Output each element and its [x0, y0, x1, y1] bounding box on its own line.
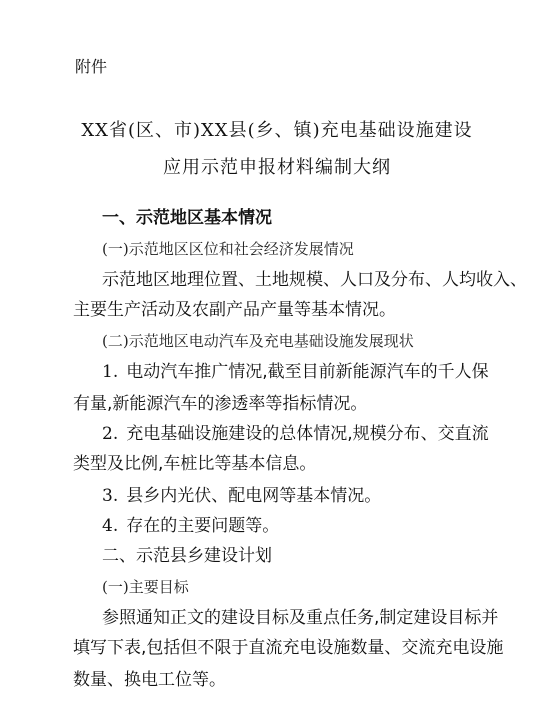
- section-1-sub-1-paragraph-line-1: 示范地区地理位置、土地规模、人口及分布、人均收入、: [102, 270, 527, 290]
- section-2-sub-1-paragraph-line-1: 参照通知正文的建设目标及重点任务,制定建设目标并: [102, 608, 499, 628]
- section-1-heading: 一、示范地区基本情况: [102, 208, 272, 228]
- list-item: [102, 488, 381, 505]
- list-item-number: 4.: [102, 516, 119, 536]
- list-item-number: 2.: [102, 424, 119, 444]
- section-2-sub-1-paragraph-line-2: 填写下表,包括但不限于直流充电设施数量、交流充电设施: [73, 638, 504, 658]
- attachment-label: 附件: [75, 57, 108, 76]
- section-2-sub-1-heading: (一)主要目标: [102, 578, 189, 596]
- list-item-text: 存在的主要问题等。: [126, 516, 280, 536]
- list-item-text: 充电基础设施建设的总体情况,规模分布、交直流: [126, 424, 489, 444]
- list-item-number: 1.: [102, 362, 119, 382]
- section-1-sub-2-heading: (二)示范地区电动汽车及充电基础设施发展现状: [102, 332, 414, 350]
- list-item-number: 3.: [102, 486, 119, 506]
- section-2-heading: 二、示范县乡建设计划: [102, 546, 272, 566]
- list-item: [102, 426, 489, 443]
- section-2-sub-1-paragraph-line-3: 数量、换电工位等。: [73, 670, 226, 690]
- list-item-continuation: 有量,新能源汽车的渗透率等指标情况。: [73, 394, 368, 414]
- document-title-line-2: 应用示范申报材料编制大纲: [163, 157, 391, 178]
- section-1-sub-1-paragraph-line-2: 主要生产活动及农副产品产量等基本情况。: [73, 300, 396, 320]
- list-item: [102, 364, 489, 381]
- list-item-text: 电动汽车推广情况,截至目前新能源汽车的千人保: [126, 362, 489, 382]
- list-item: [102, 518, 279, 535]
- document-title-line-1: XX省(区、市)XX县(乡、镇)充电基础设施建设: [81, 120, 473, 141]
- section-1-sub-1-heading: (一)示范地区区位和社会经济发展情况: [102, 240, 354, 258]
- list-item-text: 县乡内光伏、配电网等基本情况。: [126, 486, 382, 506]
- list-item-continuation: 类型及比例,车桩比等基本信息。: [73, 454, 317, 474]
